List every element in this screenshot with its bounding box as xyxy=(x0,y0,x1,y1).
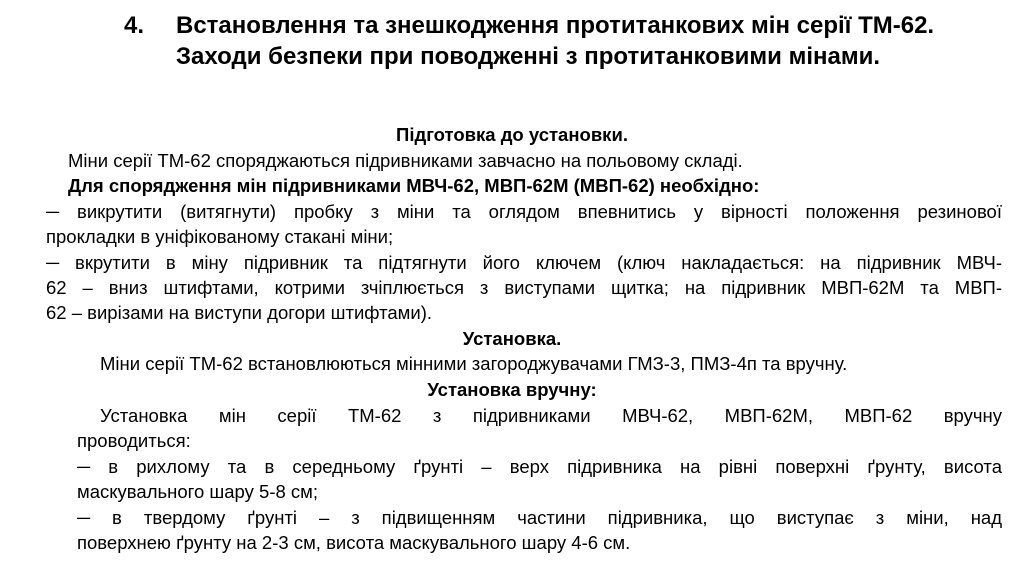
prep-paragraph-1: Міни серії ТМ-62 споряджаються підривниками завчасно на польовому складі. xyxy=(68,150,743,171)
manual-bullet-1-line-1: ─ в рихлому та в середньому ґрунті – верх підривника на рівні поверхні ґрунту, висота xyxy=(77,456,1002,477)
bullet-2-line-3: 62 – вирізами на виступи догори штифтами). xyxy=(46,302,432,323)
manual-title: Установка вручну: xyxy=(427,379,597,400)
install-title: Установка. xyxy=(462,328,562,349)
heading-title: Встановлення та знешкодження протитанкових мін серії ТМ-62. Заходи безпеки при поводженні з протитанковими мінами. xyxy=(176,12,935,70)
bullet-2-line-2: 62 – вниз штифтами, котрими зчіплюється з виступами щитка; на підривник МВП-62М та МВП- xyxy=(46,277,1002,298)
prep-title: Підготовка до установки. xyxy=(396,124,628,145)
manual-paragraph-line-1: Установка мін серії ТМ-62 з підривниками МВЧ-62, МВП-62М, МВП-62 вручну xyxy=(100,405,1002,426)
bullet-1-line-1: ─ викрутити (витягнути) пробку з міни та оглядом впевнитись у вірності положення резинової xyxy=(46,201,1002,222)
slide-heading xyxy=(124,10,984,72)
manual-bullet-2-line-1: ─ в твердому ґрунті – з підвищенням частини підривника, що виступає з міни, над xyxy=(77,507,1002,528)
manual-paragraph-line-2: проводиться: xyxy=(77,430,191,451)
bullet-2-line-1: ─ вкрутити в міну підривник та підтягнути його ключем (ключ накладається: на підривник МВЧ- xyxy=(46,252,1002,273)
install-paragraph: Міни серії ТМ-62 встановлюються мінними загороджувачами ГМЗ-3, ПМЗ-4п та вручну. xyxy=(100,353,848,374)
prep-paragraph-2: Для спорядження мін підривниками МВЧ-62, МВП-62М (МВП-62) необхідно: xyxy=(68,175,760,196)
bullet-1-line-2: прокладки в уніфікованому стакані міни; xyxy=(46,226,394,247)
manual-bullet-2-line-2: поверхнею ґрунту на 2-3 см, висота маскувального шару 4-6 см. xyxy=(77,532,631,553)
heading-number: 4. xyxy=(124,12,145,39)
manual-bullet-1-line-2: маскувального шару 5-8 см; xyxy=(77,481,319,502)
